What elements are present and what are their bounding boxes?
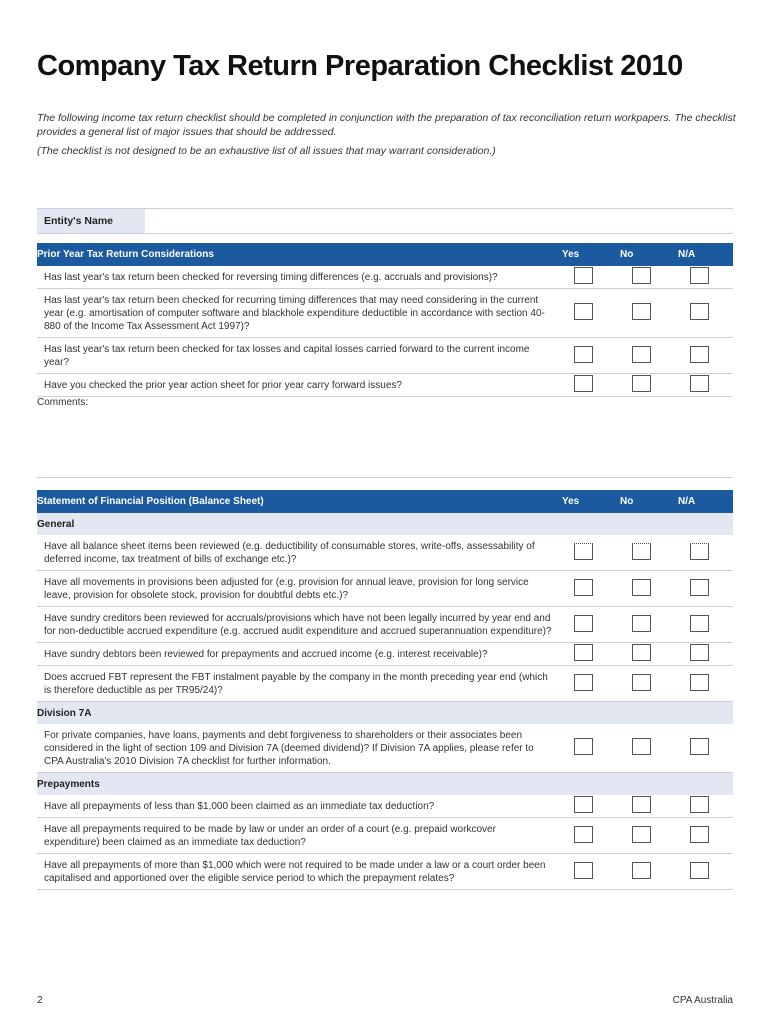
no-checkbox[interactable]	[632, 267, 651, 284]
no-checkbox[interactable]	[632, 644, 651, 661]
question-row	[37, 643, 733, 666]
question-text: Have all prepayments of less than $1,000 been claimed as an immediate tax deduction?	[37, 795, 559, 818]
na-checkbox[interactable]	[690, 644, 709, 661]
yes-checkbox[interactable]	[574, 615, 593, 632]
yes-checkbox[interactable]	[574, 644, 593, 661]
question-row	[37, 266, 733, 289]
col-no: No	[617, 490, 675, 513]
intro-paragraph: The following income tax return checklist should be completed in conjunction with the preparation of tax reconciliation return workpapers. The checklist provides a general list of major issues that should be addressed.	[37, 112, 736, 138]
question-row	[37, 724, 733, 773]
question-text: Has last year's tax return been checked for reversing timing differences (e.g. accruals and provisions)?	[37, 266, 559, 289]
intro-text	[37, 111, 737, 163]
yes-checkbox[interactable]	[574, 543, 593, 560]
no-checkbox[interactable]	[632, 615, 651, 632]
na-checkbox[interactable]	[690, 796, 709, 813]
balance-sheet-table	[37, 490, 733, 890]
entity-name-field[interactable]	[37, 208, 733, 234]
no-checkbox[interactable]	[632, 303, 651, 320]
question-text: Have all prepayments required to be made by law or under an order of a court (e.g. prepaid workcover expenditure) been claimed as an immediate tax deduction?	[37, 818, 559, 854]
col-na: N/A	[675, 490, 733, 513]
question-row	[37, 338, 733, 374]
question-text: Have all balance sheet items been reviewed (e.g. deductibility of consumable stores, write-offs, assessability of deferred income, tax treatment of bills of exchange etc.)?	[37, 535, 559, 571]
yes-checkbox[interactable]	[574, 346, 593, 363]
yes-checkbox[interactable]	[574, 375, 593, 392]
question-text: For private companies, have loans, payments and debt forgiveness to shareholders or their associates been considered in the light of section 109 and Division 7A (deemed dividend)? If Division 7A applies, please refer to CPA Australia's 2010 Division 7A checklist for further information.	[37, 724, 559, 773]
question-row	[37, 289, 733, 338]
na-checkbox[interactable]	[690, 579, 709, 596]
question-row	[37, 607, 733, 643]
entity-name-label: Entity's Name	[37, 209, 145, 233]
question-row	[37, 818, 733, 854]
no-checkbox[interactable]	[632, 375, 651, 392]
na-checkbox[interactable]	[690, 346, 709, 363]
section-heading: Prior Year Tax Return Considerations	[37, 243, 559, 266]
question-text: Does accrued FBT represent the FBT instalment payable by the company in the month preceding year end (which is therefore deductible as per TR95/24)?	[37, 666, 559, 702]
yes-checkbox[interactable]	[574, 674, 593, 691]
no-checkbox[interactable]	[632, 862, 651, 879]
page-number: 2	[37, 995, 43, 1006]
footer-org: CPA Australia	[672, 995, 733, 1006]
subheading-general: General	[37, 513, 733, 535]
na-checkbox[interactable]	[690, 738, 709, 755]
subheading-division-7a: Division 7A	[37, 702, 733, 725]
na-checkbox[interactable]	[690, 303, 709, 320]
yes-checkbox[interactable]	[574, 862, 593, 879]
question-row	[37, 571, 733, 607]
question-text: Have sundry creditors been reviewed for accruals/provisions which have not been legally incurred by year end and for non-deductible accrued expenditure (e.g. accrued audit expenditure and accrued superannuation expenditure)?	[37, 607, 559, 643]
no-checkbox[interactable]	[632, 579, 651, 596]
no-checkbox[interactable]	[632, 346, 651, 363]
na-checkbox[interactable]	[690, 543, 709, 560]
question-row	[37, 854, 733, 890]
no-checkbox[interactable]	[632, 543, 651, 560]
section-heading: Statement of Financial Position (Balance Sheet)	[37, 490, 559, 513]
question-row	[37, 795, 733, 818]
col-na: N/A	[675, 243, 733, 266]
comments-label: Comments:	[37, 397, 733, 478]
yes-checkbox[interactable]	[574, 826, 593, 843]
yes-checkbox[interactable]	[574, 579, 593, 596]
na-checkbox[interactable]	[690, 615, 709, 632]
question-text: Has last year's tax return been checked for tax losses and capital losses carried forward to the current income year?	[37, 338, 559, 374]
col-yes: Yes	[559, 490, 617, 513]
col-yes: Yes	[559, 243, 617, 266]
no-checkbox[interactable]	[632, 796, 651, 813]
yes-checkbox[interactable]	[574, 303, 593, 320]
comments-row[interactable]	[37, 397, 733, 478]
prior-year-table	[37, 243, 733, 478]
col-no: No	[617, 243, 675, 266]
question-text: Have sundry debtors been reviewed for prepayments and accrued income (e.g. interest receivable)?	[37, 643, 559, 666]
intro-note: (The checklist is not designed to be an exhaustive list of all issues that may warrant consideration.)	[37, 145, 496, 157]
no-checkbox[interactable]	[632, 674, 651, 691]
question-text: Have you checked the prior year action sheet for prior year carry forward issues?	[37, 374, 559, 397]
question-text: Has last year's tax return been checked for recurring timing differences that may need considering in the current year (e.g. amortisation of computer software and blackhole expenditure deductible in accordance with section 40-880 of the Income Tax Assessment Act 1997)?	[37, 289, 559, 338]
no-checkbox[interactable]	[632, 826, 651, 843]
question-row	[37, 374, 733, 397]
question-text: Have all prepayments of more than $1,000 which were not required to be made under a law or a court order been capitalised and apportioned over the eligible service period to which the prepayment relates?	[37, 854, 559, 890]
question-text: Have all movements in provisions been adjusted for (e.g. provision for annual leave, provision for long service leave, provision for obsolete stock, provision for doubtful debts etc.)?	[37, 571, 559, 607]
yes-checkbox[interactable]	[574, 267, 593, 284]
yes-checkbox[interactable]	[574, 796, 593, 813]
subheading-prepayments: Prepayments	[37, 773, 733, 796]
na-checkbox[interactable]	[690, 826, 709, 843]
na-checkbox[interactable]	[690, 375, 709, 392]
no-checkbox[interactable]	[632, 738, 651, 755]
na-checkbox[interactable]	[690, 862, 709, 879]
na-checkbox[interactable]	[690, 674, 709, 691]
question-row	[37, 535, 733, 571]
question-row	[37, 666, 733, 702]
na-checkbox[interactable]	[690, 267, 709, 284]
page-title: Company Tax Return Preparation Checklist 2010	[37, 50, 683, 82]
yes-checkbox[interactable]	[574, 738, 593, 755]
